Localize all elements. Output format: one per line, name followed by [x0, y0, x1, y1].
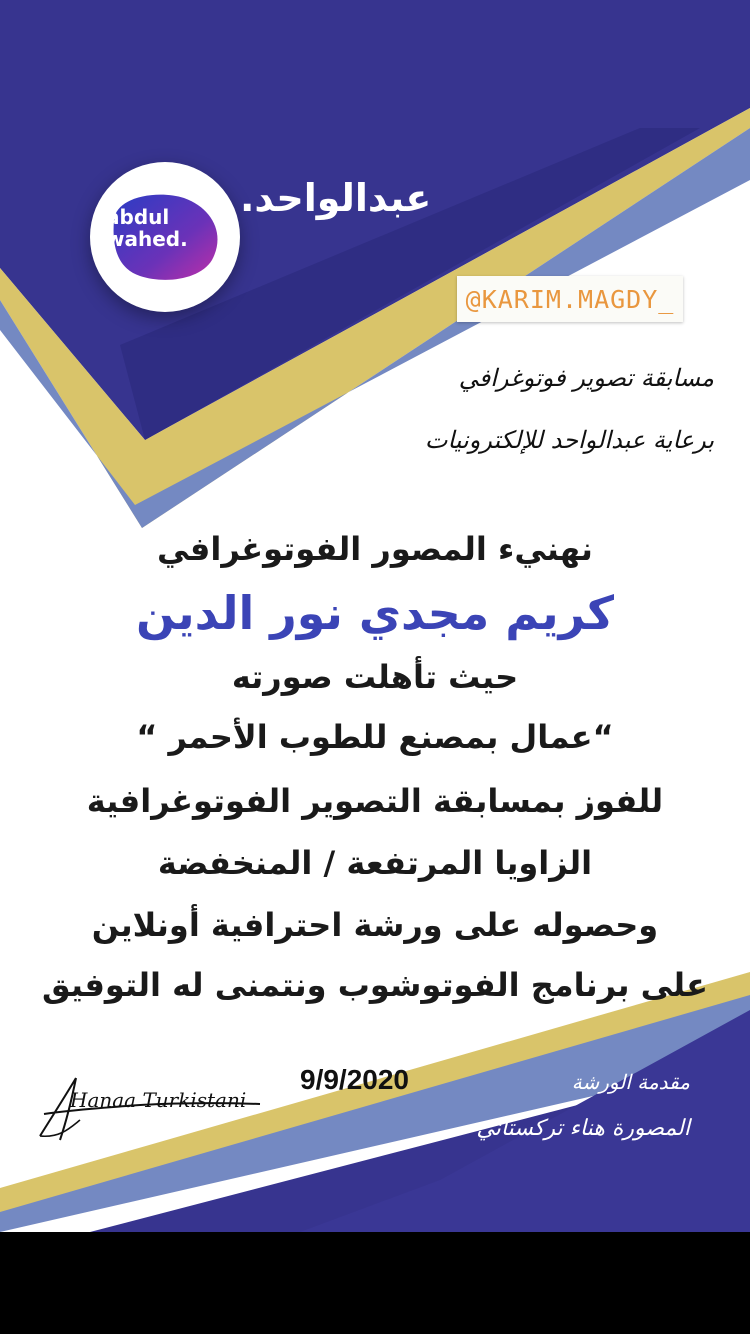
win-line: للفوز بمسابقة التصوير الفوتوغرافية [86, 782, 664, 820]
brand-logo [90, 162, 240, 312]
logo-line-2: wahed. [106, 227, 188, 251]
mention-sticker[interactable] [457, 276, 683, 322]
logo-line-1: abdul [106, 205, 170, 229]
photo-title: “عمال بمصنع للطوب الأحمر “ [136, 718, 614, 756]
sponsor-line: برعاية عبدالواحد للإلكترونيات [424, 426, 714, 454]
category-line: الزاويا المرتفعة / المنخفضة [157, 844, 593, 882]
winner-name: كريم مجدي نور الدين [136, 586, 614, 640]
congrats-line: نهنيء المصور الفوتوغرافي [157, 530, 593, 568]
certificate-date: 9/9/2020 [300, 1064, 409, 1095]
signature-text: Hanaa Turkistani [70, 1088, 247, 1112]
qualified-line: حيث تأهلت صورته [231, 658, 519, 696]
competition-title: مسابقة تصوير فوتوغرافي [458, 364, 714, 392]
presenter-name: المصورة هناء تركستاني [476, 1116, 690, 1141]
logo-wordmark [106, 206, 226, 250]
workshop-line: وحصوله على ورشة احترافية أونلاين [91, 906, 659, 944]
logo-arabic-wordmark: عبدالواحد. [240, 176, 432, 220]
presenter-title: مقدمة الورشة [571, 1070, 690, 1094]
wishes-line: على برنامج الفوتوشوب ونتمنى له التوفيق [42, 966, 708, 1004]
mention-text: @KARIM.MAGDY_ [465, 284, 675, 314]
